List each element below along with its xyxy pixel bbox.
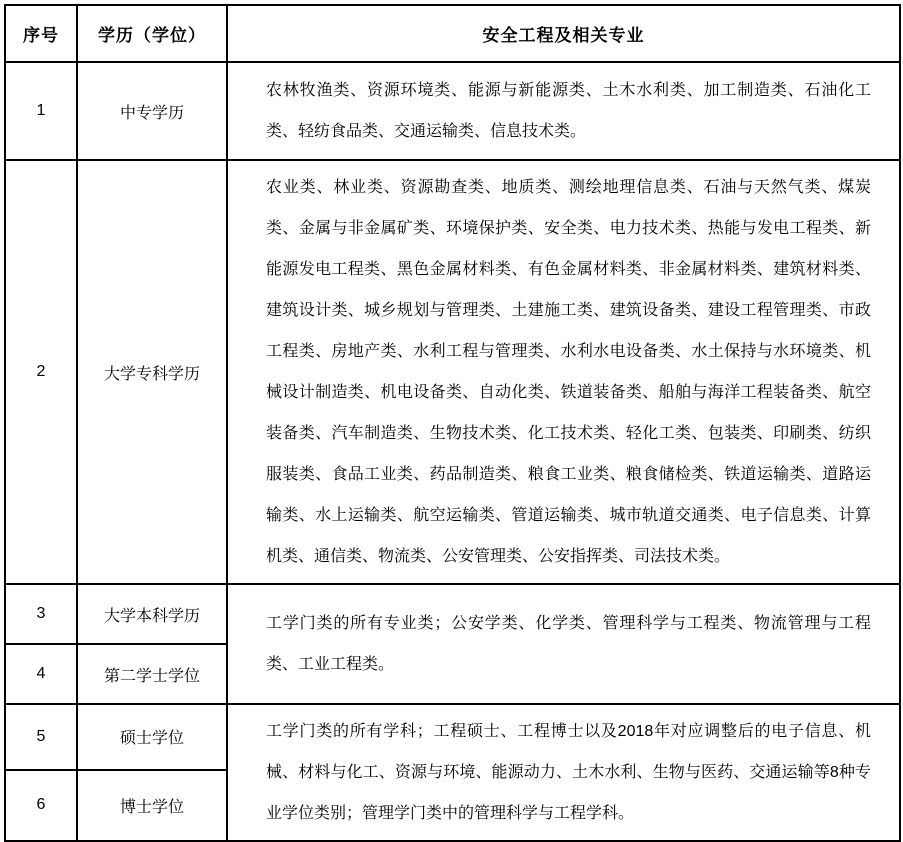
row2-no: 2 [5,160,77,584]
row6-degree: 博士学位 [77,770,227,841]
row3-4-majors: 工学门类的所有专业类；公安学类、化学类、管理科学与工程类、物流管理与工程类、工业工程类。 [227,584,900,704]
header-col-degree: 学历（学位） [77,5,227,62]
row4-no: 4 [5,644,77,704]
table-row [5,160,900,584]
row2-majors: 农业类、林业类、资源勘查类、地质类、测绘地理信息类、石油与天然气类、煤炭类、金属与非金属矿类、环境保护类、安全类、电力技术类、热能与发电工程类、新能源发电工程类、黑色金属材料类、有色金属材料类、非金属材料类、建筑材料类、建筑设计类、城乡规划与管理类、土建施工类、建筑设备类、建设工程管理类、市政工程类、房地产类、水利工程与管理类、水利水电设备类、水土保持与水环境类、机械设计制造类、机电设备类、自动化类、铁道装备类、船舶与海洋工程装备类、航空装备类、汽车制造类、生物技术类、化工技术类、轻化工类、包装类、印刷类、纺织服装类、食品工业类、药品制造类、粮食工业类、粮食储检类、铁道运输类、道路运输类、水上运输类、航空运输类、管道运输类、城市轨道交通类、电子信息类、计算机类、通信类、物流类、公安管理类、公安指挥类、司法技术类。 [227,160,900,584]
header-col-majors: 安全工程及相关专业 [227,5,900,62]
row1-degree: 中专学历 [77,62,227,160]
row2-degree: 大学专科学历 [77,160,227,584]
row5-no: 5 [5,704,77,770]
row3-degree: 大学本科学历 [77,584,227,644]
table-header-row [5,5,900,62]
row5-6-majors: 工学门类的所有学科；工程硕士、工程博士以及2018年对应调整后的电子信息、机械、材料与化工、资源与环境、能源动力、土木水利、生物与医药、交通运输等8种专业学位类别；管理学门类中的管理科学与工程学科。 [227,704,900,841]
table-row [5,704,900,770]
row1-majors: 农林牧渔类、资源环境类、能源与新能源类、土木水利类、加工制造类、石油化工类、轻纺食品类、交通运输类、信息技术类。 [227,62,900,160]
row1-no: 1 [5,62,77,160]
row4-degree: 第二学士学位 [77,644,227,704]
table-row [5,584,900,644]
row3-no: 3 [5,584,77,644]
education-majors-table [4,4,901,842]
row6-no: 6 [5,770,77,841]
row5-degree: 硕士学位 [77,704,227,770]
table-row [5,62,900,160]
header-col-no: 序号 [5,5,77,62]
